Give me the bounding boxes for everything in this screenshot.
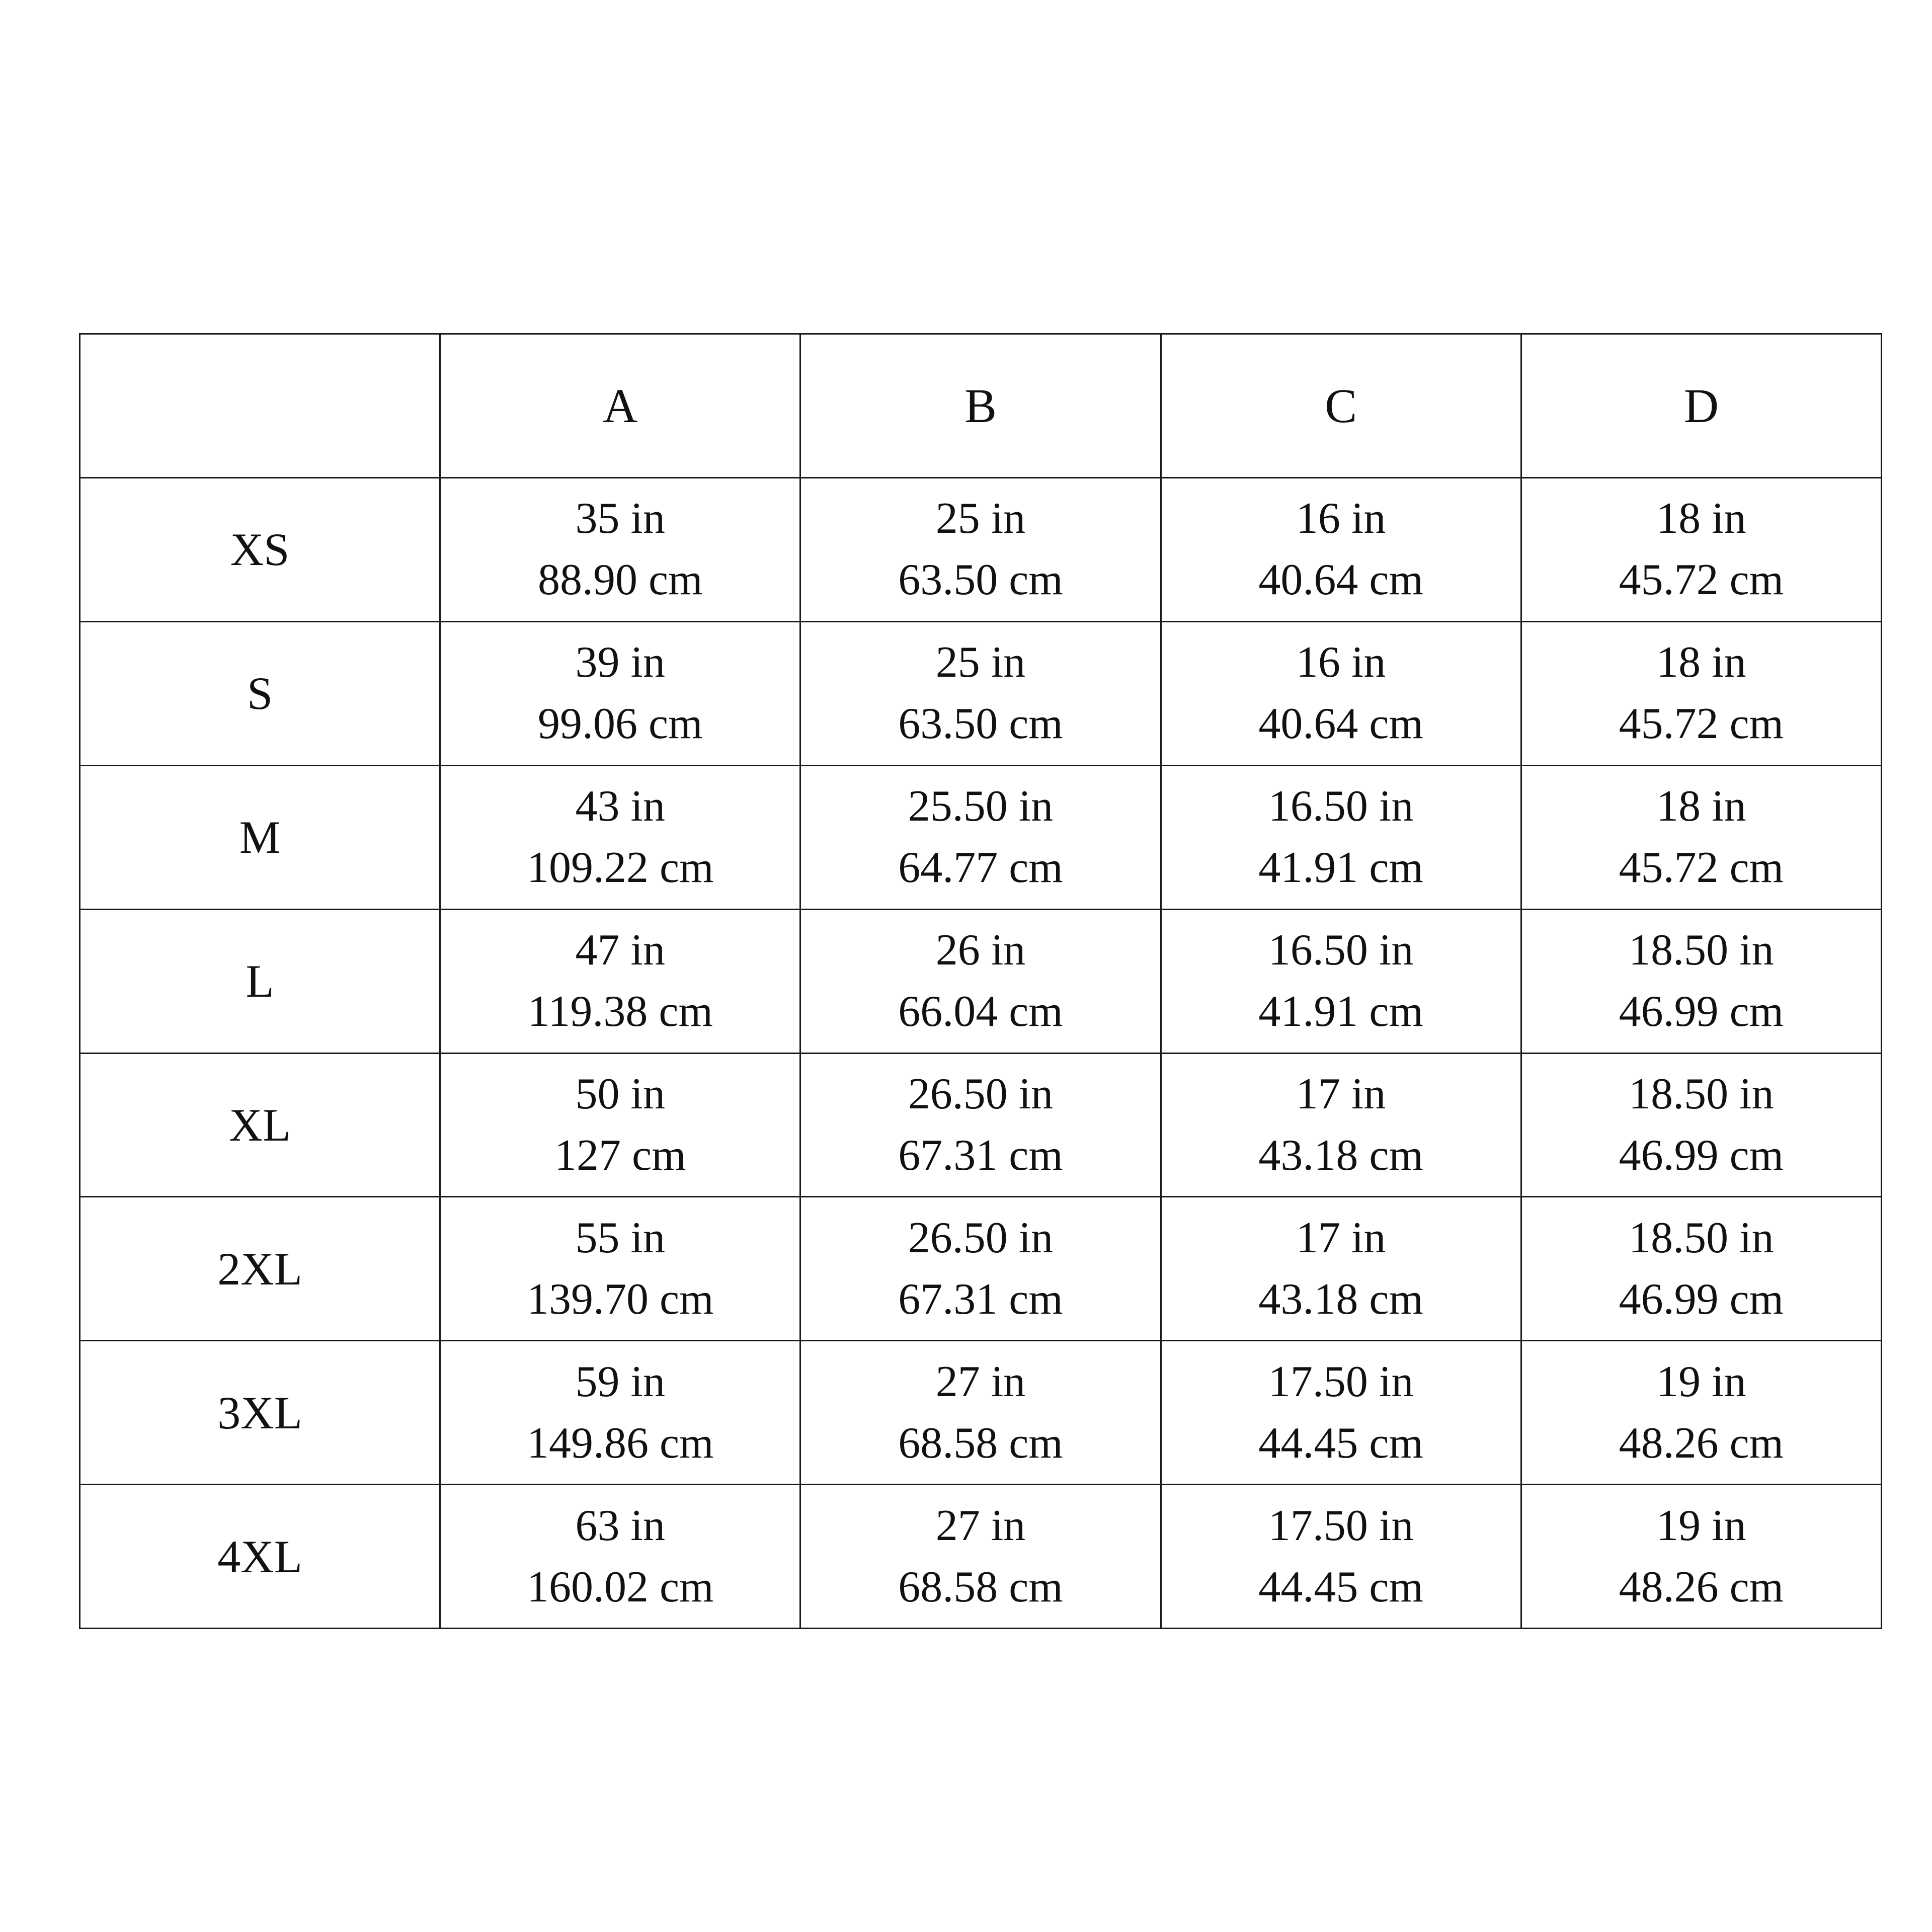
- centimeters-value: 139.70 cm: [527, 1274, 714, 1324]
- inches-value: 26 in: [935, 926, 1026, 975]
- centimeters-value: 109.22 cm: [527, 843, 714, 893]
- column-header-a: A: [440, 334, 800, 478]
- inches-value: 19 in: [1656, 1357, 1746, 1406]
- inches-value: 17.50 in: [1268, 1357, 1414, 1406]
- inches-value: 18 in: [1656, 494, 1746, 543]
- measurement-cell-b: [800, 1053, 1161, 1197]
- centimeters-value: 40.64 cm: [1258, 555, 1423, 605]
- centimeters-value: 41.91 cm: [1258, 987, 1423, 1036]
- centimeters-value: 67.31 cm: [898, 1274, 1063, 1324]
- size-label: XL: [80, 1053, 440, 1197]
- size-label: 4XL: [80, 1485, 440, 1629]
- measurement-cell-d: [1521, 478, 1881, 622]
- centimeters-value: 44.45 cm: [1258, 1418, 1423, 1468]
- centimeters-value: 88.90 cm: [538, 555, 703, 605]
- inches-value: 59 in: [575, 1357, 665, 1406]
- centimeters-value: 99.06 cm: [538, 699, 703, 749]
- table-row: [80, 478, 1882, 622]
- measurement-cell-b: [800, 1485, 1161, 1629]
- measurement-cell-c: [1161, 1053, 1521, 1197]
- measurement-cell-a: [440, 1485, 800, 1629]
- centimeters-value: 43.18 cm: [1258, 1274, 1423, 1324]
- inches-value: 16 in: [1296, 494, 1386, 543]
- inches-value: 25 in: [935, 638, 1026, 687]
- size-label: 2XL: [80, 1197, 440, 1341]
- measurement-cell-a: [440, 1053, 800, 1197]
- inches-value: 17 in: [1296, 1213, 1386, 1262]
- inches-value: 17.50 in: [1268, 1501, 1414, 1550]
- measurement-cell-b: [800, 1341, 1161, 1485]
- measurement-cell-d: [1521, 1485, 1881, 1629]
- measurement-cell-a: [440, 1197, 800, 1341]
- centimeters-value: 68.58 cm: [898, 1562, 1063, 1612]
- inches-value: 16 in: [1296, 638, 1386, 687]
- measurement-cell-b: [800, 765, 1161, 909]
- centimeters-value: 66.04 cm: [898, 987, 1063, 1036]
- measurement-cell-d: [1521, 765, 1881, 909]
- measurement-cell-c: [1161, 765, 1521, 909]
- measurement-cell-a: [440, 478, 800, 622]
- table-header: [80, 334, 1882, 478]
- table-row: [80, 765, 1882, 909]
- measurement-cell-a: [440, 1341, 800, 1485]
- centimeters-value: 45.72 cm: [1619, 843, 1784, 893]
- inches-value: 25.50 in: [908, 782, 1054, 831]
- measurement-cell-d: [1521, 1341, 1881, 1485]
- inches-value: 39 in: [575, 638, 665, 687]
- centimeters-value: 43.18 cm: [1258, 1131, 1423, 1180]
- measurement-cell-d: [1521, 909, 1881, 1053]
- table-row: [80, 909, 1882, 1053]
- centimeters-value: 46.99 cm: [1619, 987, 1784, 1036]
- inches-value: 17 in: [1296, 1069, 1386, 1118]
- measurement-cell-a: [440, 909, 800, 1053]
- inches-value: 18 in: [1656, 638, 1746, 687]
- inches-value: 47 in: [575, 926, 665, 975]
- table-row: [80, 1485, 1882, 1629]
- centimeters-value: 48.26 cm: [1619, 1418, 1784, 1468]
- table-row: [80, 1341, 1882, 1485]
- centimeters-value: 64.77 cm: [898, 843, 1063, 893]
- centimeters-value: 67.31 cm: [898, 1131, 1063, 1180]
- centimeters-value: 63.50 cm: [898, 699, 1063, 749]
- table-row: [80, 1197, 1882, 1341]
- measurement-cell-b: [800, 1197, 1161, 1341]
- size-chart-table: [79, 333, 1882, 1629]
- measurement-cell-c: [1161, 1197, 1521, 1341]
- measurement-cell-c: [1161, 478, 1521, 622]
- centimeters-value: 160.02 cm: [527, 1562, 714, 1612]
- centimeters-value: 45.72 cm: [1619, 699, 1784, 749]
- corner-cell: [80, 334, 440, 478]
- centimeters-value: 46.99 cm: [1619, 1131, 1784, 1180]
- header-row: [80, 334, 1882, 478]
- centimeters-value: 41.91 cm: [1258, 843, 1423, 893]
- measurement-cell-c: [1161, 621, 1521, 765]
- measurement-cell-b: [800, 478, 1161, 622]
- inches-value: 50 in: [575, 1069, 665, 1118]
- measurement-cell-c: [1161, 1341, 1521, 1485]
- size-label: S: [80, 621, 440, 765]
- column-header-d: D: [1521, 334, 1881, 478]
- inches-value: 18.50 in: [1629, 1213, 1774, 1262]
- centimeters-value: 40.64 cm: [1258, 699, 1423, 749]
- centimeters-value: 149.86 cm: [527, 1418, 714, 1468]
- inches-value: 26.50 in: [908, 1213, 1054, 1262]
- size-label: 3XL: [80, 1341, 440, 1485]
- measurement-cell-d: [1521, 621, 1881, 765]
- measurement-cell-c: [1161, 1485, 1521, 1629]
- inches-value: 16.50 in: [1268, 926, 1414, 975]
- inches-value: 18.50 in: [1629, 1069, 1774, 1118]
- inches-value: 18.50 in: [1629, 926, 1774, 975]
- size-label: L: [80, 909, 440, 1053]
- centimeters-value: 46.99 cm: [1619, 1274, 1784, 1324]
- measurement-cell-b: [800, 621, 1161, 765]
- table-body: [80, 478, 1882, 1629]
- inches-value: 43 in: [575, 782, 665, 831]
- measurement-cell-b: [800, 909, 1161, 1053]
- measurement-cell-d: [1521, 1053, 1881, 1197]
- measurement-cell-d: [1521, 1197, 1881, 1341]
- inches-value: 63 in: [575, 1501, 665, 1550]
- inches-value: 16.50 in: [1268, 782, 1414, 831]
- centimeters-value: 119.38 cm: [527, 987, 713, 1036]
- measurement-cell-a: [440, 621, 800, 765]
- table-row: [80, 621, 1882, 765]
- inches-value: 25 in: [935, 494, 1026, 543]
- table-row: [80, 1053, 1882, 1197]
- inches-value: 27 in: [935, 1501, 1026, 1550]
- column-header-b: B: [800, 334, 1161, 478]
- centimeters-value: 63.50 cm: [898, 555, 1063, 605]
- inches-value: 55 in: [575, 1213, 665, 1262]
- inches-value: 19 in: [1656, 1501, 1746, 1550]
- centimeters-value: 68.58 cm: [898, 1418, 1063, 1468]
- inches-value: 26.50 in: [908, 1069, 1054, 1118]
- inches-value: 18 in: [1656, 782, 1746, 831]
- centimeters-value: 48.26 cm: [1619, 1562, 1784, 1612]
- size-label: M: [80, 765, 440, 909]
- inches-value: 35 in: [575, 494, 665, 543]
- measurement-cell-c: [1161, 909, 1521, 1053]
- centimeters-value: 45.72 cm: [1619, 555, 1784, 605]
- centimeters-value: 44.45 cm: [1258, 1562, 1423, 1612]
- centimeters-value: 127 cm: [554, 1131, 686, 1180]
- size-label: XS: [80, 478, 440, 622]
- column-header-c: C: [1161, 334, 1521, 478]
- inches-value: 27 in: [935, 1357, 1026, 1406]
- measurement-cell-a: [440, 765, 800, 909]
